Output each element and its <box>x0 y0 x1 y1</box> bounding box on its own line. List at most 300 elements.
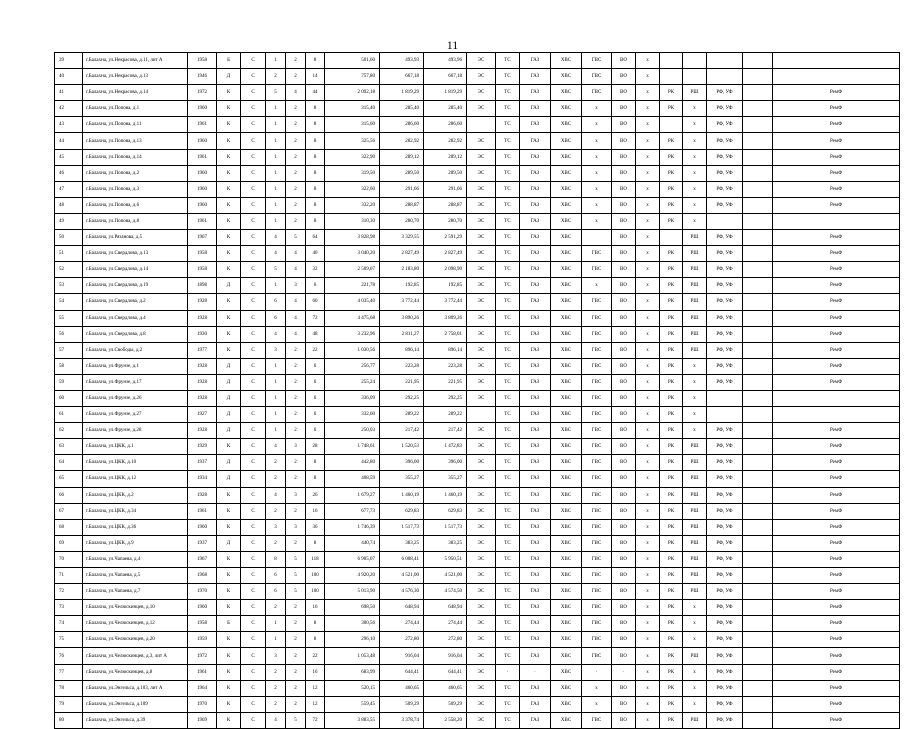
cell-facade: РФ, УФ <box>707 535 743 551</box>
table-row <box>55 342 900 358</box>
cell-living-area: 285,40 <box>380 101 424 117</box>
cell-facade: РФ, УФ <box>707 551 743 567</box>
cell-electricity <box>467 117 496 133</box>
cell-wall-material: К <box>217 117 241 133</box>
cell-roof <box>660 69 683 85</box>
table-row <box>55 133 900 149</box>
cell-status: С <box>241 294 266 310</box>
table-row <box>55 423 900 439</box>
cell-row-number: 75 <box>55 632 83 648</box>
cell-total-area: 757,80 <box>325 69 380 85</box>
cell-flag: х <box>636 455 660 471</box>
cell-residential-area: 3 772,44 <box>424 294 467 310</box>
cell-hot-water: х <box>582 133 612 149</box>
cell-wall-material: К <box>217 664 241 680</box>
cell-flag: х <box>636 584 660 600</box>
cell-row-number: 59 <box>55 374 83 390</box>
cell-facade: РФ, УФ <box>707 246 743 262</box>
table-row <box>55 230 900 246</box>
cell-status: С <box>241 117 266 133</box>
cell-sewerage: ВО <box>612 165 636 181</box>
cell-facade-repair: РемФ <box>773 616 900 632</box>
cell-status: С <box>241 278 266 294</box>
cell-roof: РК <box>660 600 683 616</box>
cell-residential-area: 289,22 <box>424 407 467 423</box>
cell-heating: ТС <box>496 326 520 342</box>
cell-cold-water: ХВС <box>551 616 582 632</box>
cell-electricity: ЭС <box>467 503 496 519</box>
cell-wall-material: К <box>217 503 241 519</box>
cell-year-built: 1960 <box>188 165 217 181</box>
cell-total-area: 1 679,27 <box>325 487 380 503</box>
cell-chute: х <box>683 358 707 374</box>
table-row <box>55 310 900 326</box>
cell-facade: РФ, УФ <box>707 600 743 616</box>
cell-electricity: ЭС <box>467 680 496 696</box>
cell-chute: РШ <box>683 568 707 584</box>
cell-apartments: 14 <box>306 69 325 85</box>
cell-facade-repair: РемФ <box>773 455 900 471</box>
cell-hot-water: ГВС <box>582 85 612 101</box>
cell-facade: РФ, УФ <box>707 262 743 278</box>
cell-residential-area: 648,94 <box>424 600 467 616</box>
cell-entrances: 2 <box>266 664 286 680</box>
cell-facade-repair: РемФ <box>773 632 900 648</box>
cell-address: г.Балахна, ул.Попова, д.8 <box>83 213 188 229</box>
cell-facade-repair <box>773 390 900 406</box>
cell-flag: х <box>636 551 660 567</box>
cell-status: С <box>241 584 266 600</box>
cell-electricity: ЭС <box>467 133 496 149</box>
cell-gas: ГАЗ <box>520 310 551 326</box>
cell-year-built: 1898 <box>188 278 217 294</box>
cell-wall-material: К <box>217 197 241 213</box>
cell-total-area: 2 509,07 <box>325 262 380 278</box>
cell-wall-material: К <box>217 181 241 197</box>
cell-sewerage: ВО <box>612 423 636 439</box>
cell-hot-water: х <box>582 101 612 117</box>
cell-row-number: 60 <box>55 390 83 406</box>
cell-address: г.Балахна, ул.ЦКК, д.36 <box>83 519 188 535</box>
table-row <box>55 568 900 584</box>
cell-facade: РФ, УФ <box>707 519 743 535</box>
cell-hot-water: ГВС <box>582 455 612 471</box>
cell-floors: 5 <box>286 584 306 600</box>
cell-status: С <box>241 407 266 423</box>
cell-cold-water: ХВС <box>551 568 582 584</box>
cell-gas: ГАЗ <box>520 181 551 197</box>
cell-sewerage: ВО <box>612 487 636 503</box>
cell-floors: 5 <box>286 551 306 567</box>
cell-entrances: 2 <box>266 69 286 85</box>
cell-year-built: 1960 <box>188 133 217 149</box>
cell-roof <box>660 117 683 133</box>
cell-wall-material: К <box>217 213 241 229</box>
cell-apartments: 8 <box>306 213 325 229</box>
cell-year-built: 1969 <box>188 712 217 728</box>
cell-total-area: 310,30 <box>325 213 380 229</box>
cell-roof: РК <box>660 149 683 165</box>
cell-chute: х <box>683 616 707 632</box>
cell-status: С <box>241 310 266 326</box>
cell-floors: 3 <box>286 487 306 503</box>
cell-facade <box>707 53 743 69</box>
cell-facade-repair: РемФ <box>773 471 900 487</box>
cell-roof: РК <box>660 278 683 294</box>
cell-floors: 4 <box>286 310 306 326</box>
cell-facade: РФ, УФ <box>707 85 743 101</box>
cell-wall-material: К <box>217 165 241 181</box>
table-row <box>55 197 900 213</box>
cell-row-number: 76 <box>55 648 83 664</box>
cell-electricity: ЭС <box>467 246 496 262</box>
cell-chute: РШ <box>683 342 707 358</box>
cell-apartments: 8 <box>306 149 325 165</box>
cell-heating: ТС <box>496 246 520 262</box>
cell-residential-area: 2 758,01 <box>424 326 467 342</box>
cell-chute: РШ <box>683 439 707 455</box>
cell-address: г.Балахна, ул.Фрунзе, д.1 <box>83 358 188 374</box>
cell-chute <box>683 69 707 85</box>
cell-flag: х <box>636 230 660 246</box>
cell-cold-water: ХВС <box>551 664 582 680</box>
cell-flag: х <box>636 85 660 101</box>
cell-gas: ГАЗ <box>520 680 551 696</box>
cell-electricity <box>467 407 496 423</box>
cell-spare <box>743 374 773 390</box>
cell-residential-area: 383,25 <box>424 535 467 551</box>
cell-cold-water: ХВС <box>551 230 582 246</box>
cell-facade-repair: РемФ <box>773 197 900 213</box>
cell-cold-water: ХВС <box>551 390 582 406</box>
cell-row-number: 39 <box>55 53 83 69</box>
cell-row-number: 42 <box>55 101 83 117</box>
cell-floors: 3 <box>286 519 306 535</box>
cell-cold-water: ХВС <box>551 69 582 85</box>
cell-chute: РШ <box>683 519 707 535</box>
cell-cold-water: ХВС <box>551 439 582 455</box>
cell-wall-material: К <box>217 600 241 616</box>
cell-status: С <box>241 535 266 551</box>
cell-wall-material: К <box>217 85 241 101</box>
cell-flag: х <box>636 197 660 213</box>
cell-gas: ГАЗ <box>520 600 551 616</box>
cell-cold-water: ХВС <box>551 680 582 696</box>
cell-spare <box>743 423 773 439</box>
cell-total-area: 300,56 <box>325 616 380 632</box>
cell-facade: РФ, УФ <box>707 696 743 712</box>
cell-roof: РК <box>660 535 683 551</box>
cell-address: г.Балахна, ул.ЦКК, д.1 <box>83 439 188 455</box>
cell-apartments: 8 <box>306 101 325 117</box>
cell-row-number: 64 <box>55 455 83 471</box>
cell-floors: 2 <box>286 664 306 680</box>
cell-total-area: 4 475,68 <box>325 310 380 326</box>
cell-facade: РФ, УФ <box>707 278 743 294</box>
cell-status: С <box>241 326 266 342</box>
cell-roof: РК <box>660 181 683 197</box>
cell-hot-water: · <box>582 664 612 680</box>
cell-address: г.Балахна, ул.Попова, д.2 <box>83 165 188 181</box>
cell-facade-repair: РемФ <box>773 423 900 439</box>
cell-floors: 3 <box>286 439 306 455</box>
cell-electricity: ЭС <box>467 390 496 406</box>
cell-residential-area: 2 098,90 <box>424 262 467 278</box>
cell-residential-area: 288,87 <box>424 197 467 213</box>
cell-living-area: 2 183,80 <box>380 262 424 278</box>
cell-living-area: 3 890,26 <box>380 310 424 326</box>
cell-total-area: 3 883,55 <box>325 712 380 728</box>
cell-residential-area: 1 819,29 <box>424 85 467 101</box>
cell-facade: РФ, УФ <box>707 680 743 696</box>
cell-wall-material: К <box>217 262 241 278</box>
cell-sewerage: ВО <box>612 294 636 310</box>
cell-year-built: 1946 <box>188 69 217 85</box>
cell-floors: 5 <box>286 230 306 246</box>
cell-apartments: 100 <box>306 568 325 584</box>
cell-row-number: 65 <box>55 471 83 487</box>
cell-wall-material: К <box>217 246 241 262</box>
cell-wall-material: К <box>217 133 241 149</box>
cell-gas: ГАЗ <box>520 85 551 101</box>
cell-facade-repair: РемФ <box>773 600 900 616</box>
cell-total-area: 296,10 <box>325 632 380 648</box>
cell-spare <box>743 294 773 310</box>
cell-address: г.Балахна, ул.Некрасова, д.14 <box>83 85 188 101</box>
cell-chute: х <box>683 149 707 165</box>
cell-residential-area: 282,92 <box>424 133 467 149</box>
cell-sewerage: ВО <box>612 712 636 728</box>
cell-living-area: 192,85 <box>380 278 424 294</box>
cell-entrances: 4 <box>266 712 286 728</box>
cell-facade <box>707 69 743 85</box>
cell-living-area: 355,27 <box>380 471 424 487</box>
cell-status: С <box>241 680 266 696</box>
cell-chute: х <box>683 407 707 423</box>
cell-apartments: 8 <box>306 616 325 632</box>
cell-facade: РФ, УФ <box>707 487 743 503</box>
cell-gas: ГАЗ <box>520 439 551 455</box>
cell-flag: х <box>636 262 660 278</box>
cell-living-area: 6 008,41 <box>380 551 424 567</box>
cell-sewerage: ВО <box>612 181 636 197</box>
cell-hot-water: ГВС <box>582 519 612 535</box>
cell-heating: ТС <box>496 390 520 406</box>
cell-hot-water: ГВС <box>582 69 612 85</box>
cell-living-area: 289,12 <box>380 149 424 165</box>
cell-sewerage: ВО <box>612 584 636 600</box>
cell-gas: ГАЗ <box>520 535 551 551</box>
cell-total-area: 315,40 <box>325 101 380 117</box>
cell-status: С <box>241 53 266 69</box>
cell-sewerage: ВО <box>612 230 636 246</box>
cell-living-area: 217,42 <box>380 423 424 439</box>
cell-roof: РК <box>660 358 683 374</box>
cell-cold-water: ХВС <box>551 262 582 278</box>
cell-gas: ГАЗ <box>520 149 551 165</box>
table-row <box>55 326 900 342</box>
cell-floors: 2 <box>286 133 306 149</box>
cell-living-area: 916,04 <box>380 648 424 664</box>
cell-residential-area: 644,41 <box>424 664 467 680</box>
cell-roof: РК <box>660 455 683 471</box>
cell-address: г.Балахна, ул.Попова, д.1 <box>83 101 188 117</box>
cell-gas: ГАЗ <box>520 230 551 246</box>
cell-year-built: 1929 <box>188 439 217 455</box>
cell-spare <box>743 213 773 229</box>
cell-gas: ГАЗ <box>520 294 551 310</box>
cell-year-built: 1958 <box>188 53 217 69</box>
cell-address: г.Балахна, ул.Попова, д.11 <box>83 117 188 133</box>
cell-spare <box>743 197 773 213</box>
cell-flag: х <box>636 69 660 85</box>
cell-living-area: 509,29 <box>380 696 424 712</box>
cell-total-area: 332,60 <box>325 407 380 423</box>
cell-facade: РФ, УФ <box>707 358 743 374</box>
cell-cold-water: ХВС <box>551 551 582 567</box>
table-row <box>55 535 900 551</box>
cell-flag: х <box>636 165 660 181</box>
cell-apartments: 8 <box>306 632 325 648</box>
cell-year-built: 1961 <box>188 664 217 680</box>
cell-year-built: 1960 <box>188 600 217 616</box>
cell-row-number: 44 <box>55 133 83 149</box>
cell-apartments: 8 <box>306 455 325 471</box>
cell-status: С <box>241 69 266 85</box>
cell-electricity: ЭС <box>467 149 496 165</box>
cell-living-area: 493,93 <box>380 53 424 69</box>
cell-heating: ТС <box>496 342 520 358</box>
cell-gas: ГАЗ <box>520 487 551 503</box>
cell-entrances: 1 <box>266 616 286 632</box>
cell-chute: х <box>683 423 707 439</box>
cell-electricity: ЭС <box>467 165 496 181</box>
cell-facade: РФ, УФ <box>707 616 743 632</box>
cell-cold-water: ХВС <box>551 85 582 101</box>
cell-hot-water: ГВС <box>582 326 612 342</box>
cell-spare <box>743 568 773 584</box>
cell-sewerage: ВО <box>612 600 636 616</box>
cell-status: С <box>241 230 266 246</box>
cell-floors: 5 <box>286 568 306 584</box>
cell-total-area: 3 232,96 <box>325 326 380 342</box>
cell-total-area: 256,77 <box>325 358 380 374</box>
cell-roof: РК <box>660 487 683 503</box>
cell-gas: ГАЗ <box>520 712 551 728</box>
cell-facade-repair <box>773 69 900 85</box>
cell-cold-water: ХВС <box>551 310 582 326</box>
cell-sewerage: ВО <box>612 246 636 262</box>
cell-spare <box>743 342 773 358</box>
cell-roof: РК <box>660 326 683 342</box>
cell-total-area: 4 920,20 <box>325 568 380 584</box>
cell-entrances: 3 <box>266 519 286 535</box>
cell-total-area: 1 748,61 <box>325 439 380 455</box>
cell-flag: х <box>636 133 660 149</box>
cell-gas: ГАЗ <box>520 197 551 213</box>
cell-address: г.Балахна, ул.Попова, д.6 <box>83 197 188 213</box>
cell-hot-water: х <box>582 117 612 133</box>
cell-heating: ТС <box>496 278 520 294</box>
cell-total-area: 322,90 <box>325 149 380 165</box>
cell-entrances: 4 <box>266 230 286 246</box>
cell-facade: РФ, УФ <box>707 439 743 455</box>
housing-stock-table <box>54 52 900 729</box>
cell-gas: ГАЗ <box>520 519 551 535</box>
cell-hot-water: ГВС <box>582 535 612 551</box>
cell-row-number: 41 <box>55 85 83 101</box>
cell-address: г.Балахна, ул.Свердлова, д.13 <box>83 246 188 262</box>
cell-cold-water: ХВС <box>551 423 582 439</box>
table-row <box>55 680 900 696</box>
cell-total-area: 501,60 <box>325 53 380 69</box>
cell-roof: РК <box>660 262 683 278</box>
cell-heating: ТС <box>496 197 520 213</box>
cell-address: г.Балахна, ул.Чапаева, д.4 <box>83 551 188 567</box>
cell-cold-water: ХВС <box>551 181 582 197</box>
cell-flag: х <box>636 294 660 310</box>
cell-heating: ТС <box>496 69 520 85</box>
cell-row-number: 73 <box>55 600 83 616</box>
cell-gas: ГАЗ <box>520 407 551 423</box>
page-number: 11 <box>446 38 459 52</box>
cell-roof: РК <box>660 101 683 117</box>
cell-electricity: ЭС <box>467 439 496 455</box>
cell-apartments: 16 <box>306 600 325 616</box>
cell-facade: РФ, УФ <box>707 584 743 600</box>
cell-roof <box>660 53 683 69</box>
cell-gas: ГАЗ <box>520 278 551 294</box>
cell-gas: ГАЗ <box>520 326 551 342</box>
cell-electricity: ЭС <box>467 535 496 551</box>
cell-entrances: 6 <box>266 584 286 600</box>
cell-chute: РШ <box>683 230 707 246</box>
cell-row-number: 67 <box>55 503 83 519</box>
cell-electricity: ЭС <box>467 262 496 278</box>
cell-cold-water: ХВС <box>551 487 582 503</box>
cell-roof: РК <box>660 551 683 567</box>
cell-year-built: 1928 <box>188 374 217 390</box>
cell-entrances: 1 <box>266 53 286 69</box>
cell-apartments: 36 <box>306 519 325 535</box>
cell-sewerage: ВО <box>612 197 636 213</box>
cell-total-area: 4 035,40 <box>325 294 380 310</box>
cell-address: г.Балахна, ул.Рязанова, д.5 <box>83 230 188 246</box>
cell-roof: РК <box>660 696 683 712</box>
cell-address: г.Балахна, ул.Челюскинцев, д.20 <box>83 632 188 648</box>
cell-flag: х <box>636 246 660 262</box>
cell-row-number: 40 <box>55 69 83 85</box>
cell-row-number: 43 <box>55 117 83 133</box>
cell-wall-material: Б <box>217 616 241 632</box>
cell-row-number: 55 <box>55 310 83 326</box>
cell-address: г.Балахна, ул.ЦКК, д.2 <box>83 487 188 503</box>
cell-entrances: 4 <box>266 326 286 342</box>
cell-sewerage: ВО <box>612 213 636 229</box>
cell-living-area: 2 811,27 <box>380 326 424 342</box>
cell-total-area: 520,15 <box>325 680 380 696</box>
table-row <box>55 181 900 197</box>
cell-wall-material: К <box>217 648 241 664</box>
cell-hot-water: х <box>582 278 612 294</box>
cell-living-area: 289,22 <box>380 407 424 423</box>
cell-address: г.Балахна, ул.Челюскинцев, д.12 <box>83 616 188 632</box>
cell-hot-water: ГВС <box>582 632 612 648</box>
cell-floors: 2 <box>286 181 306 197</box>
cell-apartments: 22 <box>306 648 325 664</box>
cell-gas: ГАЗ <box>520 471 551 487</box>
cell-floors: 2 <box>286 342 306 358</box>
